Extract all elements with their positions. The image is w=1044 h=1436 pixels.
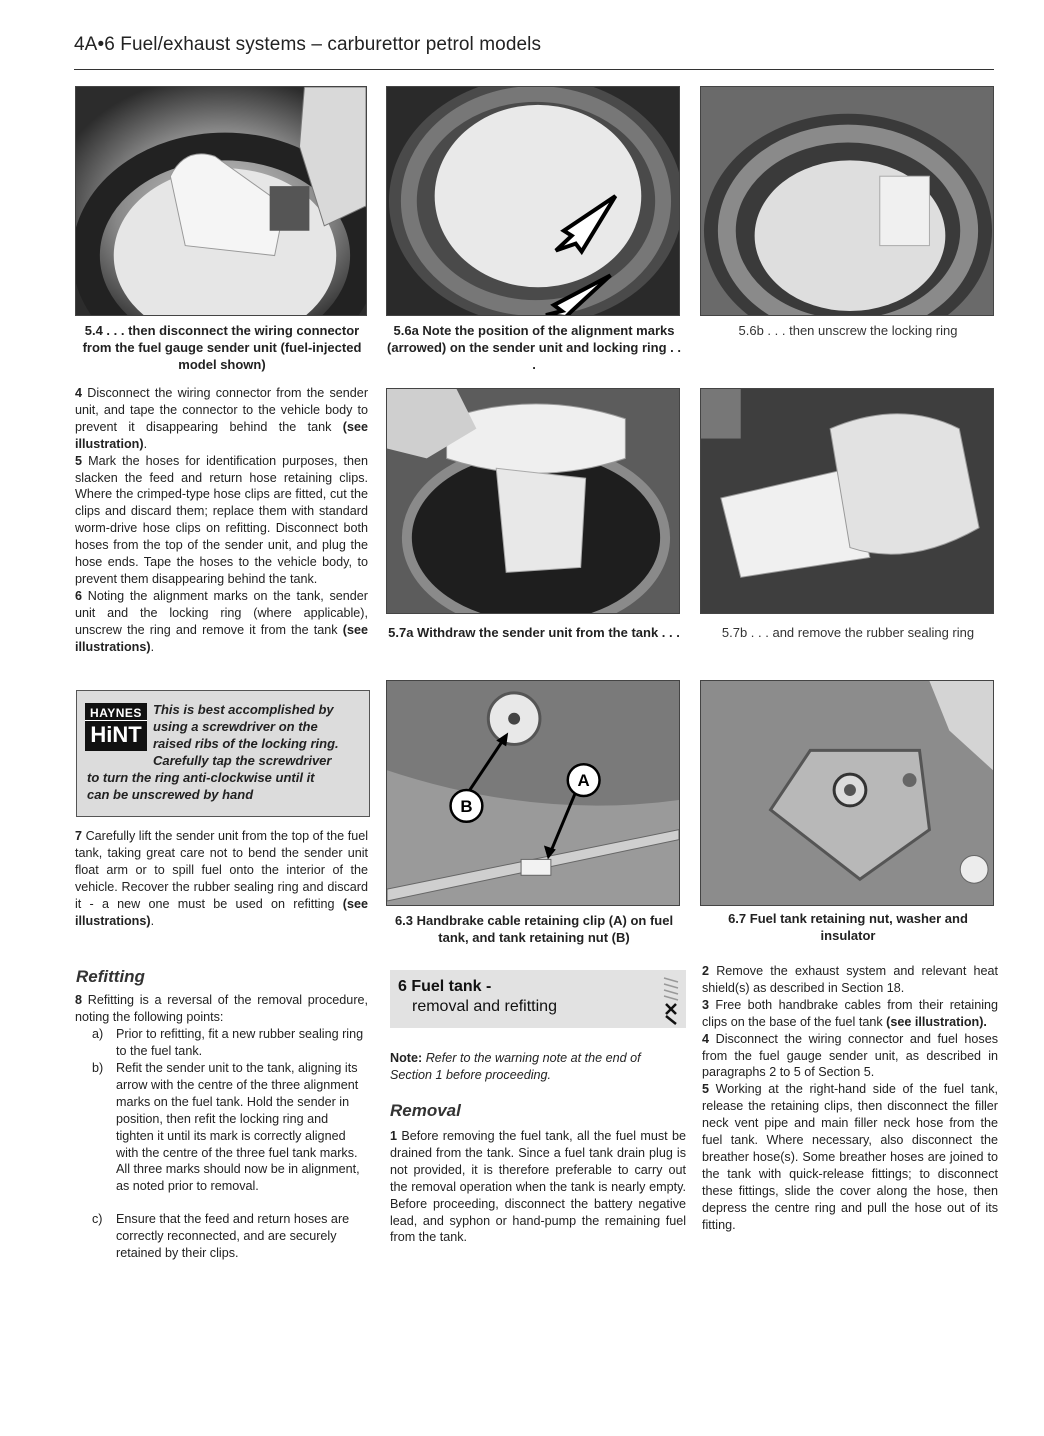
hint-line-5: to turn the ring anti-clockwise until it [87, 770, 315, 785]
caption-5-6b: 5.6b . . . then unscrew the locking ring [738, 323, 958, 338]
caption-6-3: 6.3 Handbrake cable retaining clip (A) on fuel tank, and tank retaining nut (B) [394, 913, 674, 945]
page-header [74, 34, 994, 70]
section-6-note: Note: Refer to the warning note at the end of Section 1 before proceeding. [390, 1051, 641, 1082]
photo-6-7 [700, 680, 994, 906]
removal-heading: Removal [390, 1101, 461, 1120]
haynes-hint-logo: HAYNES HiNT [85, 703, 147, 751]
paragraph-4: 4 Disconnect the wiring connector from the sender unit, and tape the connector to the vehicle body to prevent it disappearing behind the tank (see illustration). [75, 386, 369, 451]
section-6-title: 6 Fuel tank - [398, 978, 492, 995]
section-6-paragraph-1: 1 Before removing the fuel tank, all the fuel must be drained from the tank. Since a fuel tank drain plug is not provided, it is therefore preferable to carry out the removal operation when the tank is nearly empty. Before proceeding, disconnect the battery negative lead, and syphon or hand-pump the remaining fuel from the tank. [390, 1129, 686, 1245]
haynes-hint-box [76, 690, 370, 817]
section-6-paragraph-3: 3 Free both handbrake cables from their retaining clips on the base of the fuel tank (see illustration). [702, 997, 999, 1029]
photo-5-7b [700, 388, 994, 614]
hint-line-3: raised ribs of the locking ring. [153, 736, 339, 751]
photo-5-4 [75, 86, 367, 316]
photo-6-7-image [701, 681, 993, 905]
photo-5-7a-image [387, 389, 679, 613]
photo-5-7b-image [701, 389, 993, 613]
photo-5-4-image [76, 87, 366, 315]
photo-6-3-image [387, 681, 679, 905]
photo-5-6a [386, 86, 680, 316]
spanner-icon [660, 974, 682, 1026]
photo-6-3 [386, 680, 680, 906]
hint-line-1: This is best accomplished by [153, 702, 334, 717]
paragraph-5: 5 Mark the hoses for identification purposes, then slacken the feed and return hose retaining clips. Where the crimped-type hose clips are fitted, cut the clips and discard them; replace them with standard worm-drive hose clips on refitting. Disconnect both hoses from the top of the sender unit, and plug the hose ends. Tape the hoses to the vehicle body, to prevent them disappearing behind the tank. [75, 453, 369, 586]
label-b: B [460, 796, 473, 816]
section-6-paragraph-5: 5 Working at the right-hand side of the fuel tank, release the retaining clips, then disconnect the filler neck vent pipe and main filler neck hose from the fuel tank. Where necessary, also disconnect the breather hose(s). Some breather hoses are joined to the tank with quick-release fittings; to disconnect these fittings, slide the cover along the hose, then depress the centre ring and pull the hose out of its fitting. [702, 1082, 998, 1232]
label-a: A [577, 771, 590, 791]
paragraph-7: 7 Carefully lift the sender unit from the top of the fuel tank, taking great care not to bend the sender unit float arm or to spill fuel onto the interior of the vehicle. Recover the rubber sealing ring and discard it - a new one must be used on refitting (see illustrations). [75, 829, 369, 928]
hint-line-2: using a screwdriver on the [153, 719, 318, 734]
right-column-text [702, 963, 998, 1234]
photo-5-7a [386, 388, 680, 614]
photo-5-6a-image [387, 87, 679, 315]
hint-line-4: Carefully tap the screwdriver [153, 753, 332, 768]
hint-line-6: can be unscrewed by hand [87, 787, 254, 802]
paragraph-8: 8 Refitting is a reversal of the removal procedure, noting the following points: [75, 993, 369, 1024]
photo-5-6b [700, 86, 994, 316]
section-6-paragraph-2: 2 Remove the exhaust system and relevant heat shield(s) as described in Section 18. [702, 964, 999, 995]
caption-5-4: 5.4 . . . then disconnect the wiring connector from the fuel gauge sender unit (fuel-injected model shown) [82, 323, 362, 372]
paragraph-6: 6 Noting the alignment marks on the tank, sender unit and the locking ring (where applicable), unscrew the ring and remove it from the tank (see illustrations). [75, 588, 369, 654]
section-6-subtitle: removal and refitting [412, 998, 557, 1015]
caption-6-7: 6.7 Fuel tank retaining nut, washer and insulator [728, 911, 968, 943]
photo-5-6b-image [701, 87, 993, 315]
left-column-upper [75, 385, 368, 656]
caption-5-7b: 5.7b . . . and remove the rubber sealing ring [721, 625, 975, 640]
caption-5-7a: 5.7a Withdraw the sender unit from the tank . . . [388, 625, 680, 640]
section-6-heading-box [390, 970, 686, 1028]
page-title: 4A•6 Fuel/exhaust systems – carburettor petrol models [74, 34, 542, 55]
section-6-paragraph-4: 4 Disconnect the wiring connector and fuel hoses from the fuel gauge sender unit, as described in paragraphs 2 to 5 of Section 5. [702, 1031, 999, 1080]
caption-5-6a: 5.6a Note the position of the alignment marks (arrowed) on the sender unit and locking ring . . . [387, 323, 681, 372]
refitting-heading: Refitting [76, 967, 145, 986]
